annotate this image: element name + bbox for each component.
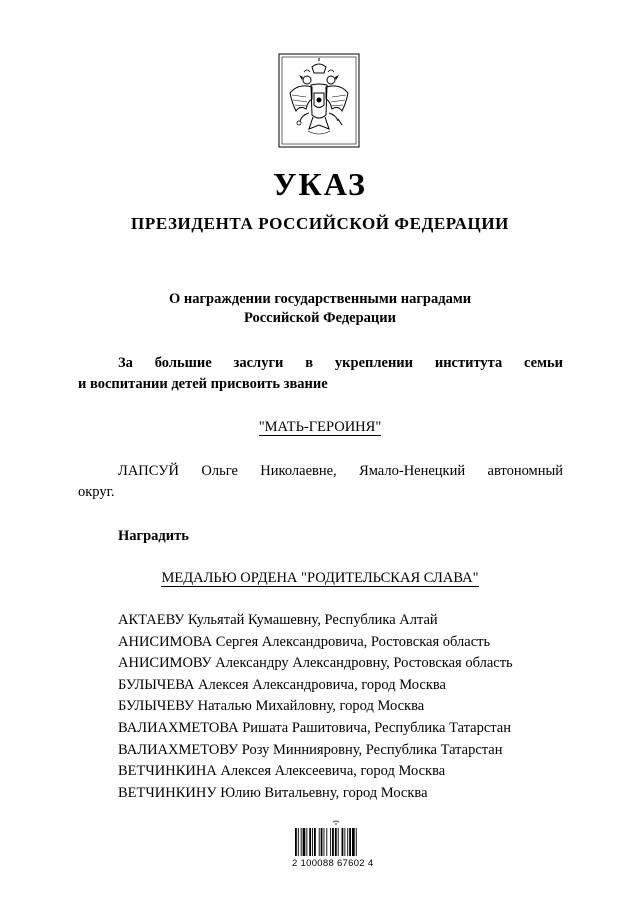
document-title: УКАЗ <box>273 166 367 202</box>
recipient-list-item: АНИСИМОВУ Александру Александровну, Ростовская область <box>118 655 513 672</box>
barcode-bar <box>335 828 337 856</box>
decree-heading <box>0 290 640 328</box>
document-subtitle: ПРЕЗИДЕНТА РОССИЙСКОЙ ФЕДЕРАЦИИ <box>131 214 509 233</box>
decree-preamble-line-1: За большие заслуги в укреплении института семьи <box>118 355 563 371</box>
award-recipient-line-2: округ. <box>78 484 115 500</box>
decree-heading-line-1: О награждении государственными наградами <box>168 291 472 307</box>
barcode <box>293 820 383 885</box>
barcode-bar <box>298 828 299 856</box>
barcode-bar <box>312 828 313 856</box>
award-title-parental-glory <box>0 568 640 588</box>
recipient-list-item: БУЛЫЧЕВА Алексея Александровича, город Москва <box>118 676 446 693</box>
barcode-bar <box>344 828 345 856</box>
barcode-bar <box>338 828 339 856</box>
award-recipient-paragraph <box>78 461 563 503</box>
barcode-bar <box>301 828 302 856</box>
recipient-list-item: БУЛЫЧЕВУ Наталью Михайловну, город Москва <box>118 698 425 715</box>
barcode-bar <box>319 828 320 856</box>
barcode-bar <box>342 828 344 856</box>
award-title-parental-glory-text: МЕДАЛЬЮ ОРДЕНА "РОДИТЕЛЬСКАЯ СЛАВА" <box>161 570 479 586</box>
barcode-bar <box>349 828 351 856</box>
decree-heading-line-2: Российской Федерации <box>243 310 396 326</box>
award-action-label: Наградить <box>118 528 189 544</box>
coat-of-arms-emblem <box>278 53 360 148</box>
barcode-bar <box>332 828 334 856</box>
barcode-bar <box>309 828 311 856</box>
recipient-list-item: ВЕТЧИНКИНУ Юлию Витальевну, город Москва <box>118 784 428 801</box>
award-recipient-line-1: ЛАПСУЙ Ольге Николаевне, Ямало-Ненецкий автономный <box>118 463 563 479</box>
recipient-list-item: ВЕТЧИНКИНА Алексея Алексеевича, город Москва <box>118 763 446 780</box>
recipient-list-item: АНИСИМОВА Сергея Александровича, Ростовская область <box>118 633 491 650</box>
barcode-bar <box>295 828 297 856</box>
barcode-icon <box>293 820 383 858</box>
barcode-bar <box>314 828 316 856</box>
barcode-bar <box>306 828 307 856</box>
decree-preamble-line-2: и воспитании детей присвоить звание <box>78 376 328 392</box>
barcode-bar <box>326 828 327 856</box>
recipient-list-item: ВАЛИАХМЕТОВА Ришата Рашитовича, Республика Татарстан <box>118 719 511 736</box>
barcode-bar <box>303 828 306 856</box>
award-title-mother-heroine-text: "МАТЬ-ГЕРОИНЯ" <box>258 419 382 435</box>
barcode-bar <box>356 828 357 856</box>
recipient-list-item: АКТАЕВУ Кульятай Кумашевну, Республика Алтай <box>118 612 438 628</box>
award-title-mother-heroine <box>0 417 640 437</box>
barcode-bar <box>347 828 348 856</box>
barcode-digits: 2 100088 67602 4 <box>292 858 374 869</box>
recipient-list-item: ВАЛИАХМЕТОВУ Розу Миннияровну, Республика Татарстан <box>118 741 503 758</box>
decree-preamble <box>78 353 563 395</box>
barcode-bar <box>330 828 331 856</box>
recipient-list <box>118 610 588 804</box>
barcode-bar <box>321 828 323 856</box>
barcode-bar <box>324 828 325 856</box>
barcode-bar <box>352 828 355 856</box>
double-headed-eagle-icon <box>278 53 360 148</box>
